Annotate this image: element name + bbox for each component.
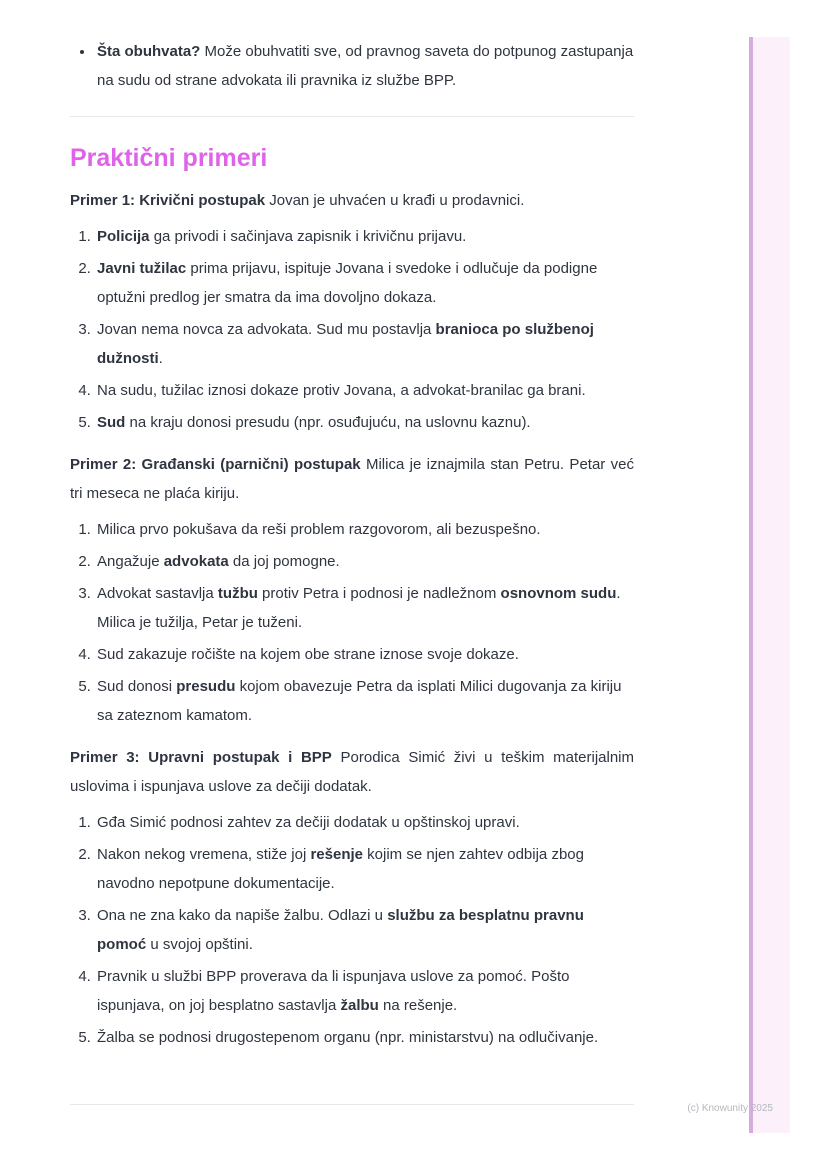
text-run: protiv Petra i podnosi je nadležnom (257, 585, 501, 602)
bold-text: Primer 2: Građanski (parnični) postupak (70, 456, 361, 473)
bold-text: Sud (97, 414, 126, 431)
step-item (95, 840, 634, 898)
text-run: Na sudu, tužilac iznosi dokaze protiv Jovana, a advokat-branilac ga brani. (97, 382, 586, 399)
bold-text: Policija (97, 228, 150, 245)
text-run: Advokat sastavlja (97, 585, 218, 602)
bold-text: advokata (163, 553, 229, 570)
bold-text: osnovnom sudu (500, 585, 617, 602)
text-run: Ona ne zna kako da napiše žalbu. Odlazi u (97, 907, 388, 924)
bold-text: tužbu (217, 585, 258, 602)
examples-container (70, 186, 634, 1052)
accent-bar-dark (749, 37, 753, 1133)
text-run: Milica je iznajmila stan Petru. Petar već tri meseca ne plaća kiriju. (70, 456, 634, 502)
bold-text: Primer 3: Upravni postupak i BPP (70, 749, 332, 766)
section-divider-top (70, 116, 634, 117)
bold-text: službu za besplatnu pravnu pomoć (97, 907, 584, 953)
text-run: na rešenje. (378, 997, 458, 1014)
bold-text: presudu (176, 678, 236, 695)
example-intro (70, 186, 634, 215)
example-intro (70, 743, 634, 801)
bold-text: žalbu (340, 997, 379, 1014)
bold-text: Šta obuhvata? (97, 43, 201, 60)
text-run: Gđa Simić podnosi zahtev za dečiji dodatak u opštinskoj upravi. (97, 814, 520, 831)
page-title: Praktični primeri (70, 144, 268, 172)
bold-text: rešenje (310, 846, 363, 863)
example-intro (70, 450, 634, 508)
text-run: Milica prvo pokušava da reši problem razgovorom, ali bezuspešno. (97, 521, 541, 538)
copyright-footer: (c) Knowunity 2025 (687, 1103, 773, 1114)
text-run: kojom obavezuje Petra da isplati Milici dugovanja za kiriju sa zateznom kamatom. (97, 678, 622, 724)
step-item (95, 515, 634, 544)
text-run: Jovan je uhvaćen u krađi u prodavnici. (265, 192, 525, 209)
step-item (95, 808, 634, 837)
section-divider-bottom (70, 1104, 634, 1105)
text-run: kojim se njen zahtev odbija zbog navodno nepotpune dokumentacije. (97, 846, 584, 892)
text-run: . Milica je tužilja, Petar je tuženi. (97, 585, 621, 631)
bold-text: Javni tužilac (97, 260, 187, 277)
step-item (95, 408, 634, 437)
text-run: prima prijavu, ispituje Jovana i svedoke i odlučuje da podigne optužni predlog jer smatra da ima dovoljno dokaza. (97, 260, 598, 306)
step-item (95, 962, 634, 1020)
step-item (95, 1023, 634, 1052)
text-run: Porodica Simić živi u teškim materijalnim uslovima i ispunjava uslove za dečiji dodatak. (70, 749, 634, 795)
step-item (95, 376, 634, 405)
intro-bullet-list (70, 37, 634, 95)
text-run: ga privodi i sačinjava zapisnik i krivičnu prijavu. (149, 228, 467, 245)
step-item (95, 547, 634, 576)
text-run: Jovan nema novca za advokata. Sud mu postavlja (97, 321, 436, 338)
example-steps-list (70, 222, 634, 437)
text-run: da joj pomogne. (228, 553, 340, 570)
step-item (95, 672, 634, 730)
bold-text: Primer 1: Krivični postupak (70, 192, 266, 209)
bold-text: branioca po službenoj dužnosti (97, 321, 594, 367)
step-item (95, 901, 634, 959)
text-run: u svojoj opštini. (146, 936, 253, 953)
page-content (70, 0, 634, 1055)
text-run: Sud donosi (97, 678, 177, 695)
text-run: Sud zakazuje ročište na kojem obe strane iznose svoje dokaze. (97, 646, 519, 663)
step-item (95, 222, 634, 251)
text-run: Angažuje (97, 553, 164, 570)
step-item (95, 254, 634, 312)
accent-bar-light (753, 37, 790, 1133)
text-run: Žalba se podnosi drugostepenom organu (npr. ministarstvu) na odlučivanje. (97, 1029, 599, 1046)
step-item (95, 640, 634, 669)
text-run: Pravnik u službi BPP proverava da li ispunjava uslove za pomoć. Pošto ispunjava, on joj besplatno sastavlja (97, 968, 570, 1014)
example-steps-list (70, 808, 634, 1052)
step-item (95, 315, 634, 373)
text-run: Može obuhvatiti sve, od pravnog saveta do potpunog zastupanja na sudu od strane advokata ili pravnika iz službe BPP. (97, 43, 634, 89)
bullet-item (95, 37, 634, 95)
step-item (95, 579, 634, 637)
text-run: Nakon nekog vremena, stiže joj (97, 846, 311, 863)
text-run: . (158, 350, 163, 367)
text-run: na kraju donosi presudu (npr. osuđujuću, na uslovnu kaznu). (125, 414, 531, 431)
example-steps-list (70, 515, 634, 730)
